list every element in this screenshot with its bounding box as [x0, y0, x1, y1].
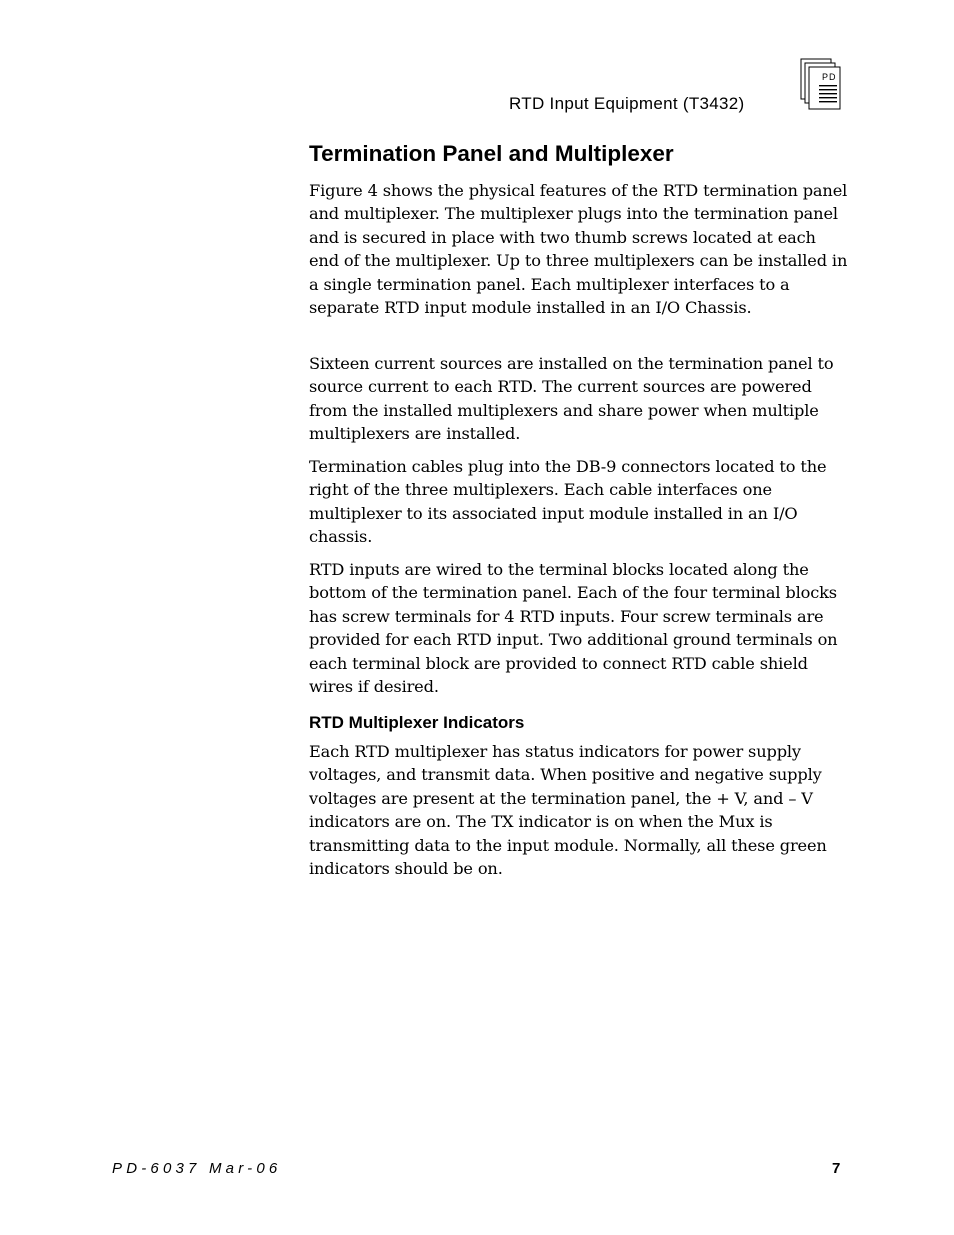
body-paragraph-1: Figure 4 shows the physical features of the RTD termination panel and multiplexer. The multiplexer plugs into the termination panel and is secured in place with two thumb screws located at each end of the multiplexer. Up to three multiplexers can be installed in a single termination panel. Each multiplexer interfaces to a separate RTD input module installed in an I/O Chassis.: [309, 181, 848, 318]
document-icon-label: PD: [822, 72, 837, 82]
running-header: RTD Input Equipment (T3432): [509, 94, 745, 113]
body-paragraph-5: Each RTD multiplexer has status indicators for power supply voltages, and transmit data. When positive and negative supply voltages are present at the termination panel, the + V, and – V indicators are on. The TX indicator is on when the Mux is transmitting data to the input module. Normally, all these green indicators should be on.: [309, 742, 827, 879]
body-paragraph-4: RTD inputs are wired to the terminal blocks located along the bottom of the termination panel. Each of the four terminal blocks has screw terminals for 4 RTD inputs. Four screw terminals are provided for each RTD input. Two additional ground terminals on each terminal block are provided to connect RTD cable shield wires if desired.: [309, 560, 838, 697]
section-heading: Termination Panel and Multiplexer: [309, 141, 674, 166]
subsection-heading: RTD Multiplexer Indicators: [309, 713, 525, 732]
document-stack-icon: [800, 58, 842, 112]
body-paragraph-2: Sixteen current sources are installed on the termination panel to source current to each RTD. The current sources are powered from the installed multiplexers and share power when multiple multiplexers are installed.: [309, 354, 834, 444]
footer-doc-id: PD-6037 Mar-06: [112, 1160, 282, 1177]
body-paragraph-3: Termination cables plug into the DB-9 connectors located to the right of the three multiplexers. Each cable interfaces one multiplexer to its associated input module installed in an I/O chassis.: [309, 457, 827, 547]
page-number: 7: [832, 1160, 841, 1177]
